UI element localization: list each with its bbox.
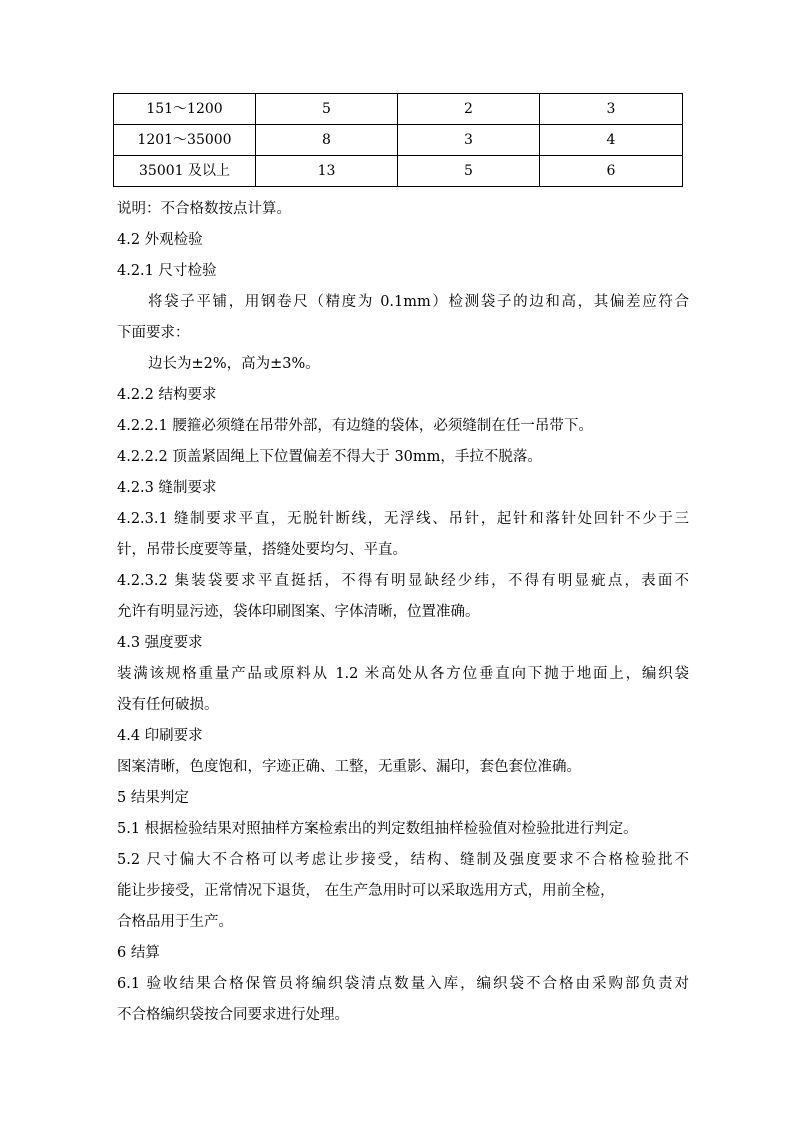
table-cell: 35001 及以上: [114, 156, 256, 187]
table-cell: 13: [256, 156, 398, 187]
text-line: 4.3 强度要求: [117, 635, 203, 651]
text-line: 6.1 验收结果合格保管员将编织袋清点数量入库，编织袋不合格由采购部负责对: [117, 976, 689, 992]
text-line: 下面要求：: [117, 325, 190, 341]
table-row: [114, 125, 683, 156]
table-cell: 151～1200: [114, 94, 256, 125]
table-cell: 8: [256, 125, 398, 156]
text-line: 没有任何破损。: [117, 697, 219, 713]
table-cell: 5: [256, 94, 398, 125]
sampling-table-body: [114, 94, 683, 187]
text-line: 4.2.3.1 缝制要求平直，无脱针断线，无浮线、吊针，起针和落针处回针不少于三: [117, 511, 689, 527]
table-row: [114, 156, 683, 187]
table-cell: 3: [540, 94, 683, 125]
text-line: 6 结算: [117, 945, 160, 961]
text-line: 5.2 尺寸偏大不合格可以考虑让步接受，结构、缝制及强度要求不合格检验批不: [117, 852, 689, 868]
text-line: 图案清晰，色度饱和，字迹正确、工整，无重影、漏印，套色套位准确。: [117, 759, 581, 775]
table-cell: 1201～35000: [114, 125, 256, 156]
table-cell: 2: [398, 94, 540, 125]
text-line: 不合格编织袋按合同要求进行处理。: [117, 1007, 349, 1023]
text-line: 4.4 印刷要求: [117, 728, 203, 744]
text-line: 4.2.2.2 顶盖紧固绳上下位置偏差不得大于 30mm，手拉不脱落。: [117, 449, 542, 465]
sampling-table: [113, 93, 683, 187]
text-line: 边长为±2%，高为±3%。: [148, 356, 320, 372]
text-line: 5 结果判定: [117, 790, 189, 806]
text-line: 4.2.3 缝制要求: [117, 480, 217, 496]
text-line: 4.2.2.1 腰箍必须缝在吊带外部，有边缝的袋体，必须缝制在任一吊带下。: [117, 418, 593, 434]
text-line: 针，吊带长度要等量，搭缝处要均匀、平直。: [117, 542, 407, 558]
table-cell: 4: [540, 125, 683, 156]
text-line: 4.2.2 结构要求: [117, 387, 217, 403]
table-row: [114, 94, 683, 125]
text-line: 能让步接受，正常情况下退货， 在生产急用时可以采取选用方式，用前全检，: [117, 883, 615, 899]
text-line: 将袋子平铺，用钢卷尺（精度为 0.1mm）检测袋子的边和高，其偏差应符合: [148, 294, 689, 310]
text-line: 5.1 根据检验结果对照抽样方案检索出的判定数组抽样检验值对检验批进行判定。: [117, 821, 638, 837]
table-cell: 3: [398, 125, 540, 156]
text-line: 4.2.1 尺寸检验: [117, 263, 217, 279]
table-cell: 5: [398, 156, 540, 187]
text-line: 4.2.3.2 集装袋要求平直挺括，不得有明显缺经少纬，不得有明显疵点，表面不: [117, 573, 689, 589]
text-line: 4.2 外观检验: [117, 232, 203, 248]
table-cell: 6: [540, 156, 683, 187]
document-body: [117, 194, 689, 1031]
text-line: 说明：不合格数按点计算。: [117, 201, 291, 217]
text-line: 允许有明显污迹，袋体印刷图案、字体清晰，位置准确。: [117, 604, 480, 620]
text-line: 装满该规格重量产品或原料从 1.2 米高处从各方位垂直向下抛于地面上，编织袋: [117, 666, 689, 682]
text-line: 合格品用于生产。: [117, 914, 233, 930]
